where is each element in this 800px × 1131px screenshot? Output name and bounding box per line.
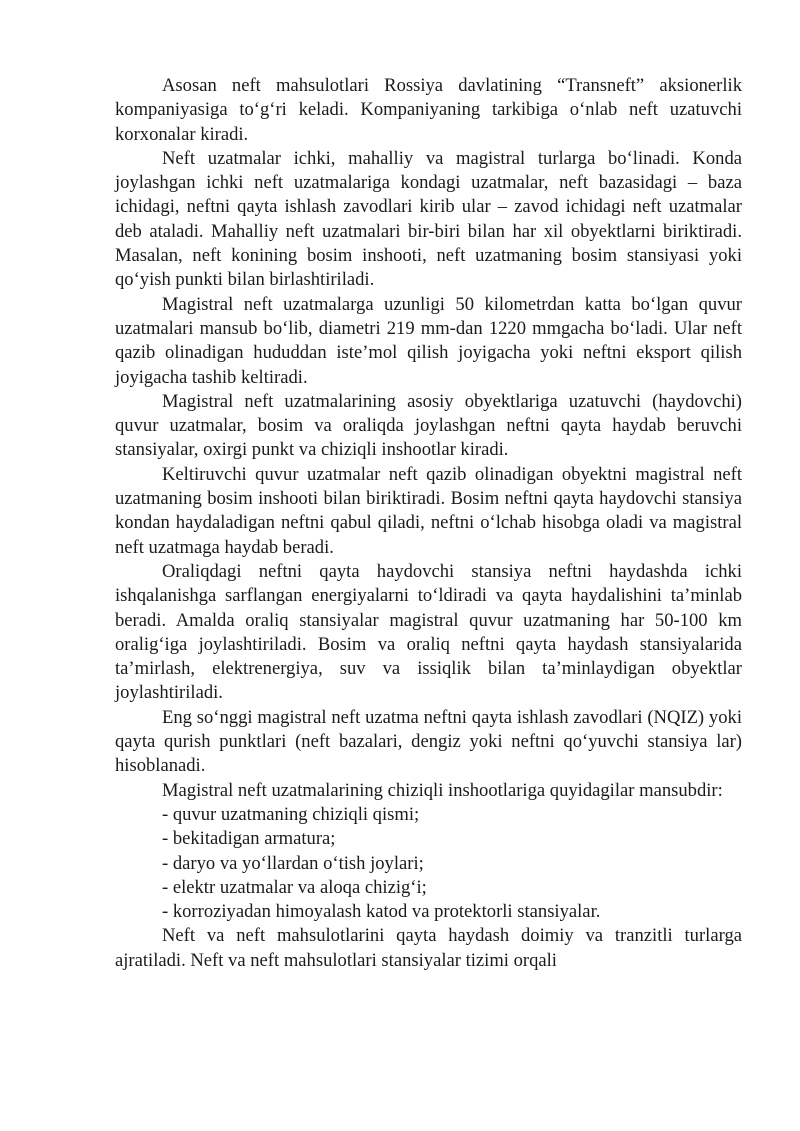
paragraph: Neft va neft mahsulotlarini qayta haydash doimiy va tranzitli turlarga ajratiladi. Neft va neft mahsulotlari stansiyalar tizimi orqali	[115, 925, 742, 971]
paragraph: Oraliqdagi neftni qayta haydovchi stansiya neftni haydashda ichki ishqalanishga sarflangan energiyalarni to‘ldiradi va qayta haydalishini ta’minlab beradi. Amalda oraliq stansiyalar magistral quvur uzatmaning har 50-100 km oralig‘iga joylashtiriladi. Bosim va oraliq neftni qayta haydash stansiyalarida ta’mirlash, elektrenergiya, suv va issiqlik bilan ta’minlaydigan obyektlar joylashtiriladi.	[115, 560, 742, 704]
linear-structures-list	[115, 803, 742, 924]
document-page	[115, 74, 742, 973]
list-item: - elektr uzatmalar va aloqa chizig‘i;	[162, 876, 427, 898]
list-item: - daryo va yo‘llardan o‘tish joylari;	[162, 852, 424, 874]
paragraph: Magistral neft uzatmalarining asosiy obyektlariga uzatuvchi (haydovchi) quvur uzatmalar, bosim va oraliqda joylashgan neftni qayta haydab beruvchi stansiyalar, oxirgi punkt va chiziqli inshootlar kiradi.	[115, 390, 742, 461]
list-item: - quvur uzatmaning chiziqli qismi;	[162, 803, 420, 825]
paragraph: Magistral neft uzatmalarga uzunligi 50 kilometrdan katta bo‘lgan quvur uzatmalari mansub bo‘lib, diametri 219 mm-dan 1220 mmgacha bo‘ladi. Ular neft qazib olinadigan hududdan iste’mol qilish joyigacha yoki neftni eksport qilish joyigacha tashib keltiradi.	[115, 293, 742, 388]
paragraph: Asosan neft mahsulotlari Rossiya davlatining “Transneft” aksionerlik kompaniyasiga to‘g‘ri keladi. Kompaniyaning tarkibiga o‘nlab neft uzatuvchi korxonalar kiradi.	[115, 75, 742, 145]
paragraph: Keltiruvchi quvur uzatmalar neft qazib olinadigan obyektni magistral neft uzatmaning bosim inshooti bilan biriktiradi. Bosim neftni qayta haydovchi stansiya kondan haydaladigan neftni qabul qiladi, neftni o‘lchab hisobga oladi va magistral neft uzatmaga haydab beradi.	[115, 463, 742, 558]
list-item: - korroziyadan himoyalash katod va protektorli stansiyalar.	[162, 901, 601, 923]
paragraph: Neft uzatmalar ichki, mahalliy va magistral turlarga bo‘linadi. Konda joylashgan ichki neft uzatmalariga kondagi uzatmalar, neft bazasidagi – baza ichidagi, neftni qayta ishlash zavodlari kirib ular – zavod ichidagi neft uzatmalar deb ataladi. Mahalliy neft uzatmalari bir-biri bilan har xil obyektlarni biriktiradi. Masalan, neft konining bosim inshooti, neft uzatmaning bosim stansiyasi yoki qo‘yish punkti bilan birlashtiriladi.	[115, 147, 742, 291]
paragraph: Eng so‘nggi magistral neft uzatma neftni qayta ishlash zavodlari (NQIZ) yoki qayta qurish punktlari (neft bazalari, dengiz yoki neftni qo‘yuvchi stansiya lar) hisoblanadi.	[115, 706, 742, 777]
list-item: - bekitadigan armatura;	[162, 828, 336, 850]
paragraph: Magistral neft uzatmalarining chiziqli inshootlariga quyidagilar mansubdir:	[162, 779, 723, 801]
